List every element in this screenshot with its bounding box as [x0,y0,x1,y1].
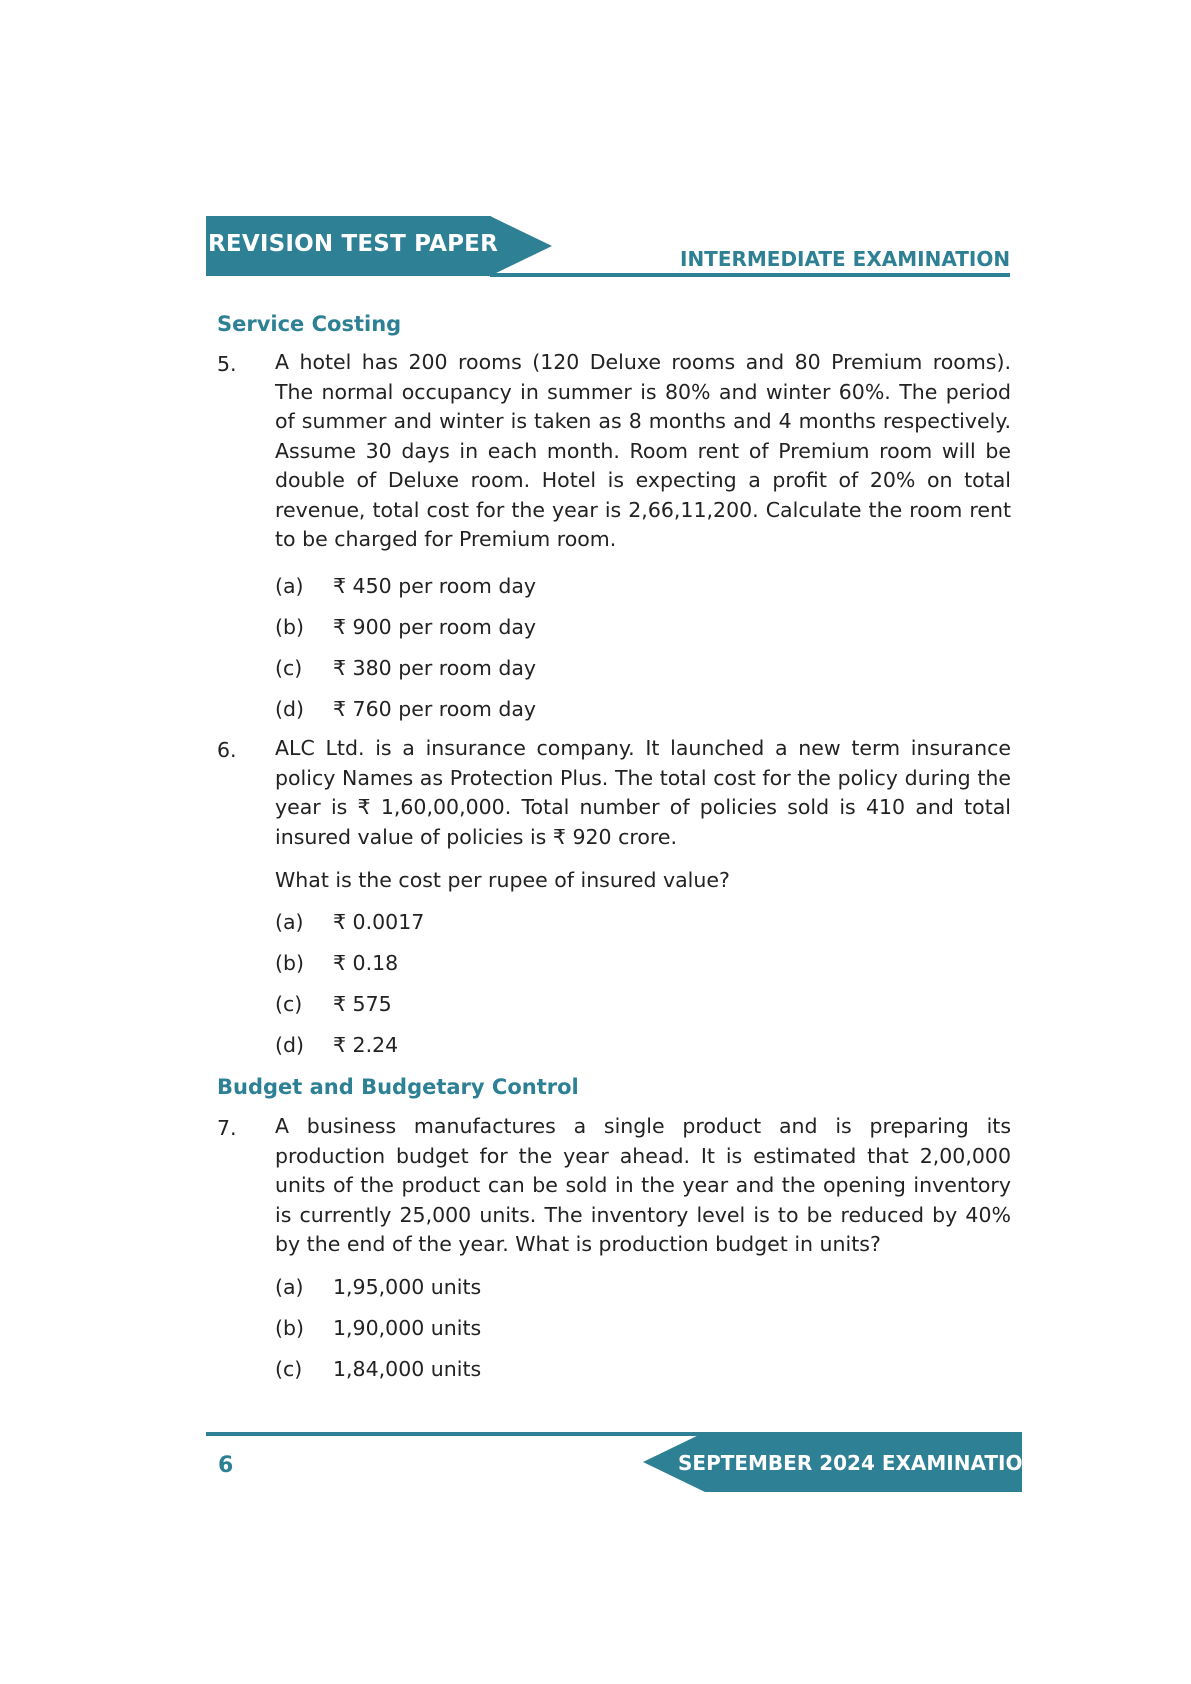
option-label: (a) [275,1275,304,1299]
option-label: (c) [275,1357,303,1381]
option-label: (b) [275,615,305,639]
page-number: 6 [218,1453,234,1478]
option-text: ₹ 0.18 [333,951,399,975]
option-item [275,992,392,1016]
question-text: ALC Ltd. is a insurance company. It launched a new term insurance policy Names as Protection Plus. The total cost for the policy during the year is ₹ 1,60,00,000. Total number of policies sold is 410 and total insured value of policies is ₹ 920 crore. [275,736,1011,849]
header-title: REVISION TEST PAPER [208,231,498,257]
option-text: 1,95,000 units [333,1275,482,1299]
header-rule [490,273,1010,277]
option-label: (b) [275,951,305,975]
option-item [275,1316,481,1340]
option-text: ₹ 0.0017 [333,910,425,934]
option-item [275,574,536,598]
question-number: 6. [217,738,237,762]
option-item [275,1275,481,1299]
header-exam: INTERMEDIATE EXAMINATION [680,247,1011,271]
option-item [275,1357,481,1381]
option-item [275,1033,398,1057]
option-text: ₹ 575 [333,992,392,1016]
section-title: Service Costing [217,312,402,336]
option-text: 1,90,000 units [333,1316,482,1340]
option-text: ₹ 2.24 [333,1033,399,1057]
option-label: (d) [275,1033,305,1057]
option-label: (a) [275,574,304,598]
option-item [275,697,536,721]
option-item [275,615,536,639]
option-text: ₹ 900 per room day [333,615,537,639]
option-text: ₹ 380 per room day [333,656,537,680]
option-text: 1,84,000 units [333,1357,482,1381]
header-banner-arrow [490,216,552,276]
footer-exam: SEPTEMBER 2024 EXAMINATION [678,1451,1040,1475]
option-text: ₹ 450 per room day [333,574,537,598]
option-item [275,910,424,934]
question-number: 7. [217,1116,237,1140]
option-label: (b) [275,1316,305,1340]
question-text: A business manufactures a single product and is preparing its production budget for the year ahead. It is estimated that 2,00,000 units of the product can be sold in the year and the opening inventory is currently 25,000 units. The inventory level is to be reduced by 40% by the end of the year. What is production budget in units? [275,1114,1011,1256]
option-label: (c) [275,992,303,1016]
option-item [275,656,536,680]
question-number: 5. [217,352,237,376]
option-item [275,951,398,975]
section-title: Budget and Budgetary Control [217,1075,579,1099]
option-label: (a) [275,910,304,934]
question-subtext: What is the cost per rupee of insured value? [275,868,730,892]
option-label: (d) [275,697,305,721]
question-text: A hotel has 200 rooms (120 Deluxe rooms and 80 Premium rooms). The normal occupancy in summer is 80% and winter 60%. The period of summer and winter is taken as 8 months and 4 months respectively. Assume 30 days in each month. Room rent of Premium room will be double of Deluxe room. Hotel is expecting a profit of 20% on total revenue, total cost for the year is 2,66,11,200. Calculate the room rent to be charged for Premium room. [275,350,1011,551]
option-text: ₹ 760 per room day [333,697,537,721]
option-label: (c) [275,656,303,680]
